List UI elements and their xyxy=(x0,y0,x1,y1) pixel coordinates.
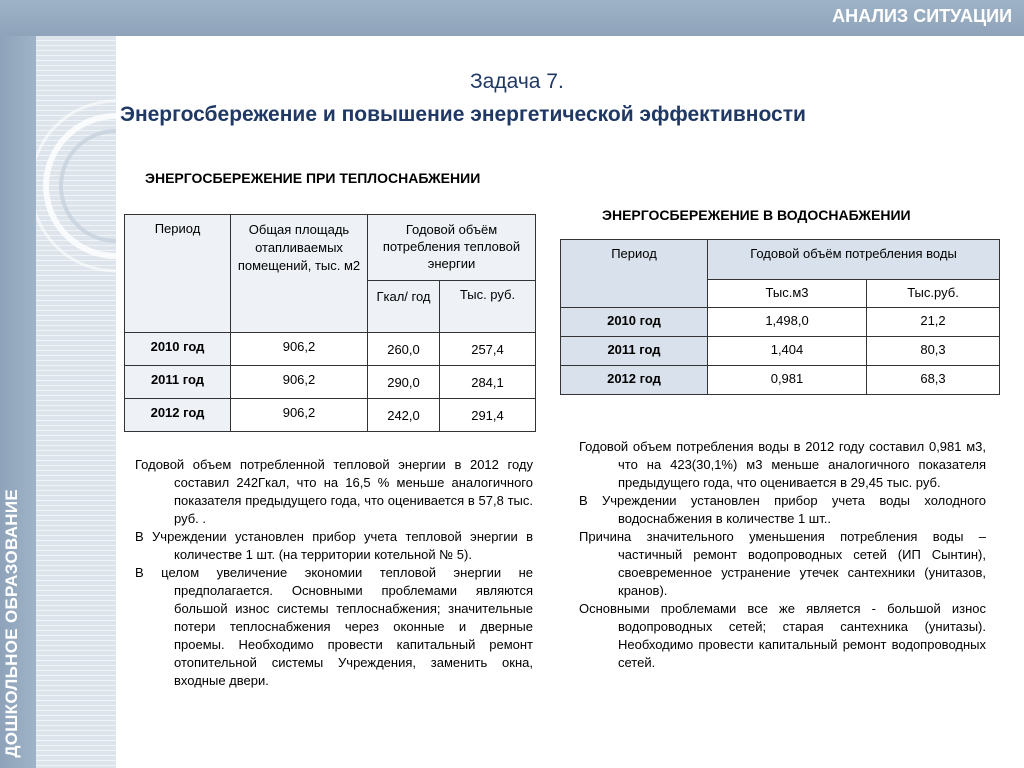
year-cell: 2010 год xyxy=(125,333,231,366)
top-bar xyxy=(0,0,1024,36)
m3-cell: 1,498,0 xyxy=(708,308,867,337)
water-paragraph: Причина значительного уменьшения потребления воды – частичный ремонт водопроводных сетей (ИП Сынтин), своевременное устранение утечек сантехники (унитазов, кранов). xyxy=(579,529,986,598)
heat-table xyxy=(124,214,536,432)
water-heading: ЭНЕРГОСБЕРЕЖЕНИЕ В ВОДОСНАБЖЕНИИ xyxy=(602,207,911,223)
table-row xyxy=(561,308,1000,337)
gcal-cell: 260,0 xyxy=(368,333,440,366)
decorative-arcs xyxy=(36,96,116,316)
col-consumption: Годовой объём потребления воды xyxy=(708,240,1000,280)
year-cell: 2012 год xyxy=(561,366,708,395)
area-cell: 906,2 xyxy=(231,366,368,399)
year-cell: 2012 год xyxy=(125,399,231,432)
heat-paragraph: Годовой объем потребленной тепловой энергии в 2012 году составил 242Гкал, что на 16,5 % меньше аналогичного показателя предыдущего года, что оценивается в 57,8 тыс. руб. . xyxy=(135,457,533,526)
table-row xyxy=(561,337,1000,366)
col-period: Период xyxy=(561,240,708,308)
table-header-row xyxy=(125,215,536,281)
section-label: АНАЛИЗ СИТУАЦИИ xyxy=(832,6,1012,26)
table-row xyxy=(125,399,536,432)
col-gcal: Гкал/ год xyxy=(368,281,440,333)
heat-heading: ЭНЕРГОСБЕРЕЖЕНИЕ ПРИ ТЕПЛОСНАБЖЕНИИ xyxy=(145,170,481,186)
decorative-strip xyxy=(36,36,116,768)
sidebar xyxy=(0,36,36,768)
table-header-row xyxy=(561,240,1000,280)
heat-paragraph: В целом увеличение экономии тепловой энергии не предполагается. Основными проблемами являются большой износ системы теплоснабжения; значительные потери теплоснабжения через оконные и дверные проемы. Необходимо провести капитальный ремонт отопительной системы Учреждения, заменить окна, входные двери. xyxy=(135,565,533,688)
table-row xyxy=(561,366,1000,395)
rub-cell: 68,3 xyxy=(867,366,1000,395)
task-number: Задача 7. xyxy=(470,70,564,93)
col-rub: Тыс.руб. xyxy=(867,280,1000,308)
heat-description xyxy=(135,456,533,690)
table-row xyxy=(125,333,536,366)
heat-paragraph: В Учреждении установлен прибор учета тепловой энергии в количестве 1 шт. (на территории котельной № 5). xyxy=(135,529,533,562)
col-area: Общая площадь отапливаемых помещений, тыс. м2 xyxy=(231,215,368,333)
rub-cell: 291,4 xyxy=(440,399,536,432)
water-paragraph: В Учреждении установлен прибор учета воды холодного водоснабжения в количестве 1 шт.. xyxy=(579,493,986,526)
year-cell: 2010 год xyxy=(561,308,708,337)
col-m3: Тыс.м3 xyxy=(708,280,867,308)
area-cell: 906,2 xyxy=(231,333,368,366)
col-rub: Тыс. руб. xyxy=(440,281,536,333)
gcal-cell: 242,0 xyxy=(368,399,440,432)
water-description xyxy=(579,438,986,672)
year-cell: 2011 год xyxy=(125,366,231,399)
m3-cell: 0,981 xyxy=(708,366,867,395)
water-paragraph: Основными проблемами все же является - большой износ водопроводных сетей; старая сантехника (унитазы). Необходимо провести капитальный ремонт водопроводных сетей. xyxy=(579,601,986,670)
col-period: Период xyxy=(125,215,231,333)
rub-cell: 284,1 xyxy=(440,366,536,399)
year-cell: 2011 год xyxy=(561,337,708,366)
col-consumption: Годовой объём потребления тепловой энергии xyxy=(368,215,536,281)
rub-cell: 80,3 xyxy=(867,337,1000,366)
water-table xyxy=(560,239,1000,395)
task-title: Энергосбережение и повышение энергетической эффективности xyxy=(120,103,806,126)
water-paragraph: Годовой объем потребления воды в 2012 году составил 0,981 м3, что на 423(30,1%) м3 меньше аналогичного показателя предыдущего года, что оценивается в 29,45 тыс. руб. xyxy=(579,439,986,490)
rub-cell: 21,2 xyxy=(867,308,1000,337)
rub-cell: 257,4 xyxy=(440,333,536,366)
area-cell: 906,2 xyxy=(231,399,368,432)
m3-cell: 1,404 xyxy=(708,337,867,366)
sidebar-label: ДОШКОЛЬНОЕ ОБРАЗОВАНИЕ xyxy=(2,489,21,758)
gcal-cell: 290,0 xyxy=(368,366,440,399)
table-row xyxy=(125,366,536,399)
